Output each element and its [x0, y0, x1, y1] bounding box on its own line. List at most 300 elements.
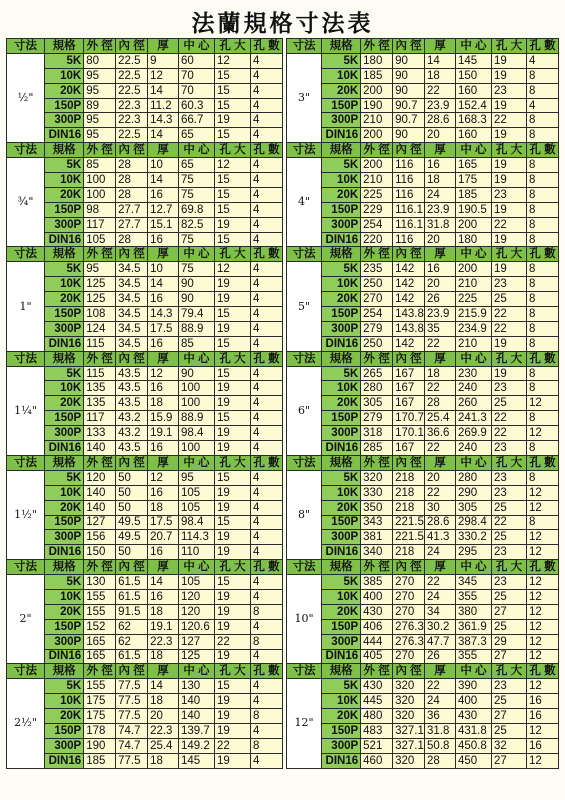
inner-diameter-cell: 22.3: [116, 98, 148, 113]
inner-diameter-cell: 43.2: [116, 426, 148, 441]
pipe-size-cell: 6": [287, 366, 322, 455]
center-header: 中 心: [455, 664, 491, 679]
hole-size-cell: 19: [214, 500, 250, 515]
inner-diameter-cell: 218: [393, 485, 425, 500]
spec-cell: 10K: [322, 485, 361, 500]
spec-header: 規格: [322, 664, 361, 679]
outer-diameter-cell: 185: [84, 753, 116, 768]
table-row: [7, 217, 283, 232]
spec-cell: 20K: [322, 709, 361, 724]
table-row: [7, 173, 283, 188]
inner-diameter-cell: 62: [116, 619, 148, 634]
spec-cell: 300P: [322, 738, 361, 753]
hole-size-cell: 19: [214, 292, 250, 307]
hole-count-cell: 16: [527, 709, 559, 724]
center-cell: 88.9: [178, 321, 214, 336]
inner-diameter-header: 內 徑: [393, 455, 425, 470]
thickness-cell: 22: [425, 381, 456, 396]
spec-header: 規格: [322, 143, 361, 158]
inner-diameter-header: 內 徑: [393, 560, 425, 575]
hole-count-cell: 4: [251, 411, 283, 426]
hole-size-cell: 23: [491, 485, 526, 500]
inner-diameter-cell: 90: [393, 83, 425, 98]
table-row: [7, 575, 283, 590]
outer-diameter-header: 外 徑: [84, 560, 116, 575]
thickness-cell: 18: [425, 68, 456, 83]
outer-diameter-header: 外 徑: [361, 455, 393, 470]
center-cell: 431.8: [455, 723, 491, 738]
outer-diameter-cell: 98: [84, 202, 116, 217]
table-row: [287, 723, 559, 738]
hole-count-cell: 8: [527, 321, 559, 336]
size-header: 寸法: [287, 247, 322, 262]
hole-size-cell: 15: [214, 83, 250, 98]
hole-count-cell: 4: [251, 619, 283, 634]
hole-size-header: 孔 大: [214, 560, 250, 575]
table-row: [287, 738, 559, 753]
inner-diameter-cell: 143.8: [393, 307, 425, 322]
hole-count-cell: 4: [527, 98, 559, 113]
spec-cell: 5K: [322, 470, 361, 485]
inner-diameter-cell: 22.5: [116, 128, 148, 143]
spec-cell: 20K: [322, 292, 361, 307]
thickness-cell: 18: [148, 694, 179, 709]
inner-diameter-cell: 142: [393, 262, 425, 277]
inner-diameter-cell: 167: [393, 366, 425, 381]
center-cell: 88.9: [178, 411, 214, 426]
inner-diameter-cell: 320: [393, 694, 425, 709]
spec-cell: 150P: [322, 619, 361, 634]
outer-diameter-cell: 250: [361, 336, 393, 351]
outer-diameter-cell: 100: [84, 173, 116, 188]
outer-diameter-cell: 117: [84, 217, 116, 232]
spec-cell: 150P: [45, 202, 84, 217]
center-header: 中 心: [178, 560, 214, 575]
hole-size-cell: 19: [214, 396, 250, 411]
inner-diameter-cell: 77.5: [116, 694, 148, 709]
inner-diameter-cell: 43.5: [116, 366, 148, 381]
center-cell: 361.9: [455, 619, 491, 634]
inner-diameter-cell: 43.5: [116, 441, 148, 456]
outer-diameter-cell: 150: [84, 545, 116, 560]
hole-count-cell: 8: [527, 113, 559, 128]
hole-count-cell: 4: [251, 426, 283, 441]
spec-header: 規格: [322, 455, 361, 470]
outer-diameter-cell: 155: [84, 589, 116, 604]
inner-diameter-cell: 50: [116, 545, 148, 560]
table-row: [7, 604, 283, 619]
hole-size-cell: 19: [214, 530, 250, 545]
thickness-cell: 18: [148, 753, 179, 768]
outer-diameter-cell: 175: [84, 709, 116, 724]
center-cell: 69.8: [178, 202, 214, 217]
hole-size-cell: 25: [491, 500, 526, 515]
spec-cell: 10K: [45, 485, 84, 500]
center-cell: 160: [455, 83, 491, 98]
inner-diameter-cell: 74.7: [116, 723, 148, 738]
inner-diameter-cell: 28: [116, 158, 148, 173]
center-header: 中 心: [178, 39, 214, 54]
hole-count-cell: 8: [527, 158, 559, 173]
center-cell: 152.4: [455, 98, 491, 113]
outer-diameter-cell: 521: [361, 738, 393, 753]
outer-diameter-cell: 95: [84, 68, 116, 83]
thickness-header: 厚: [425, 560, 456, 575]
hole-size-cell: 22: [491, 307, 526, 322]
inner-diameter-cell: 142: [393, 336, 425, 351]
hole-size-cell: 23: [491, 83, 526, 98]
spec-cell: DIN16: [322, 545, 361, 560]
hole-size-cell: 19: [214, 694, 250, 709]
hole-count-cell: 8: [251, 604, 283, 619]
table-row: [7, 292, 283, 307]
thickness-cell: 14: [148, 277, 179, 292]
center-cell: 100: [178, 441, 214, 456]
hole-size-cell: 19: [214, 589, 250, 604]
thickness-cell: 16: [148, 589, 179, 604]
hole-size-cell: 19: [491, 68, 526, 83]
center-cell: 70: [178, 83, 214, 98]
inner-diameter-cell: 221.5: [393, 515, 425, 530]
thickness-cell: 14: [148, 83, 179, 98]
thickness-header: 厚: [148, 560, 179, 575]
table-row: [7, 545, 283, 560]
hole-count-cell: 8: [527, 217, 559, 232]
center-cell: 390: [455, 679, 491, 694]
size-header: 寸法: [7, 247, 45, 262]
center-header: 中 心: [455, 39, 491, 54]
center-header: 中 心: [455, 247, 491, 262]
hole-count-cell: 8: [527, 515, 559, 530]
spec-cell: 150P: [322, 515, 361, 530]
table-row: [287, 411, 559, 426]
thickness-cell: 14: [148, 128, 179, 143]
spec-cell: 300P: [45, 321, 84, 336]
outer-diameter-cell: 140: [84, 485, 116, 500]
spec-cell: 10K: [322, 68, 361, 83]
center-cell: 70: [178, 68, 214, 83]
inner-diameter-cell: 167: [393, 381, 425, 396]
spec-cell: DIN16: [322, 336, 361, 351]
inner-diameter-cell: 34.5: [116, 277, 148, 292]
spec-cell: 20K: [45, 500, 84, 515]
outer-diameter-cell: 130: [84, 575, 116, 590]
hole-count-cell: 4: [251, 307, 283, 322]
hole-count-cell: 4: [251, 321, 283, 336]
thickness-header: 厚: [148, 351, 179, 366]
outer-diameter-cell: 235: [361, 262, 393, 277]
hole-count-cell: 8: [527, 262, 559, 277]
hole-count-cell: 4: [251, 515, 283, 530]
outer-diameter-cell: 285: [361, 441, 393, 456]
hole-count-cell: 4: [251, 53, 283, 68]
table-row: [287, 98, 559, 113]
outer-diameter-header: 外 徑: [361, 560, 393, 575]
outer-diameter-header: 外 徑: [361, 664, 393, 679]
inner-diameter-header: 內 徑: [116, 39, 148, 54]
hole-count-cell: 4: [251, 83, 283, 98]
outer-diameter-cell: 190: [361, 98, 393, 113]
size-header: 寸法: [7, 664, 45, 679]
inner-diameter-cell: 43.2: [116, 411, 148, 426]
hole-count-cell: 4: [251, 441, 283, 456]
hole-count-header: 孔 數: [251, 143, 283, 158]
size-header: 寸法: [7, 39, 45, 54]
spec-cell: 300P: [322, 113, 361, 128]
spec-cell: 20K: [322, 396, 361, 411]
spec-cell: 10K: [45, 381, 84, 396]
table-row: [7, 485, 283, 500]
center-cell: 450.8: [455, 738, 491, 753]
table-row: [7, 426, 283, 441]
thickness-cell: 22.3: [148, 723, 179, 738]
center-header: 中 心: [455, 351, 491, 366]
spec-cell: 20K: [45, 709, 84, 724]
hole-size-cell: 15: [214, 232, 250, 247]
spec-cell: 10K: [45, 173, 84, 188]
table-row: [287, 753, 559, 768]
spec-cell: 5K: [45, 470, 84, 485]
thickness-cell: 23.9: [425, 307, 456, 322]
center-cell: 240: [455, 441, 491, 456]
inner-diameter-cell: 22.5: [116, 83, 148, 98]
outer-diameter-cell: 330: [361, 485, 393, 500]
table-row: [287, 500, 559, 515]
hole-size-header: 孔 大: [214, 351, 250, 366]
outer-diameter-cell: 444: [361, 634, 393, 649]
thickness-cell: 16: [148, 336, 179, 351]
hole-size-cell: 22: [491, 515, 526, 530]
hole-size-cell: 15: [214, 411, 250, 426]
inner-diameter-cell: 34.5: [116, 336, 148, 351]
table-row: [287, 470, 559, 485]
hole-count-cell: 8: [527, 232, 559, 247]
spec-cell: 20K: [322, 187, 361, 202]
thickness-cell: 35: [425, 321, 456, 336]
thickness-cell: 10: [148, 262, 179, 277]
outer-diameter-cell: 190: [84, 738, 116, 753]
spec-header: 規格: [45, 560, 84, 575]
outer-diameter-cell: 80: [84, 53, 116, 68]
size-header: 寸法: [287, 560, 322, 575]
inner-diameter-cell: 34.5: [116, 307, 148, 322]
inner-diameter-cell: 116.1: [393, 202, 425, 217]
center-header: 中 心: [178, 143, 214, 158]
header-row: [7, 143, 283, 158]
outer-diameter-header: 外 徑: [84, 143, 116, 158]
spec-cell: DIN16: [45, 545, 84, 560]
header-row: [7, 351, 283, 366]
table-row: [7, 470, 283, 485]
table-row: [7, 649, 283, 664]
inner-diameter-cell: 167: [393, 396, 425, 411]
thickness-header: 厚: [425, 664, 456, 679]
hole-size-header: 孔 大: [214, 455, 250, 470]
outer-diameter-cell: 95: [84, 113, 116, 128]
hole-size-cell: 19: [491, 158, 526, 173]
table-row: [287, 694, 559, 709]
header-row: [287, 455, 559, 470]
table-row: [287, 515, 559, 530]
hole-size-cell: 22: [491, 217, 526, 232]
hole-count-cell: 4: [251, 68, 283, 83]
hole-size-cell: 25: [491, 589, 526, 604]
hole-size-cell: 19: [214, 217, 250, 232]
outer-diameter-cell: 185: [361, 68, 393, 83]
thickness-cell: 22: [425, 336, 456, 351]
size-header: 寸法: [287, 455, 322, 470]
hole-count-cell: 8: [527, 381, 559, 396]
table-row: [7, 619, 283, 634]
outer-diameter-header: 外 徑: [84, 247, 116, 262]
thickness-cell: 12: [148, 68, 179, 83]
spec-cell: DIN16: [45, 232, 84, 247]
size-header: 寸法: [7, 455, 45, 470]
spec-cell: 300P: [322, 321, 361, 336]
hole-size-cell: 19: [214, 723, 250, 738]
hole-size-header: 孔 大: [491, 560, 526, 575]
hole-size-cell: 15: [214, 366, 250, 381]
center-cell: 82.5: [178, 217, 214, 232]
inner-diameter-cell: 61.5: [116, 575, 148, 590]
table-row: [287, 53, 559, 68]
spec-cell: DIN16: [45, 336, 84, 351]
hole-size-cell: 23: [491, 441, 526, 456]
hole-count-cell: 4: [251, 232, 283, 247]
thickness-cell: 16: [425, 158, 456, 173]
hole-size-cell: 15: [214, 336, 250, 351]
outer-diameter-cell: 483: [361, 723, 393, 738]
center-cell: 290: [455, 485, 491, 500]
inner-diameter-cell: 34.5: [116, 321, 148, 336]
outer-diameter-cell: 250: [361, 277, 393, 292]
hole-size-cell: 19: [214, 381, 250, 396]
center-cell: 185: [455, 187, 491, 202]
center-cell: 85: [178, 336, 214, 351]
table-row: [7, 396, 283, 411]
hole-size-cell: 19: [491, 232, 526, 247]
pipe-size-cell: ¾": [7, 158, 45, 247]
table-row: [7, 187, 283, 202]
flange-table-left: [6, 38, 283, 769]
table-row: [7, 83, 283, 98]
inner-diameter-cell: 167: [393, 441, 425, 456]
hole-count-cell: 4: [251, 723, 283, 738]
center-cell: 175: [455, 173, 491, 188]
center-cell: 90: [178, 277, 214, 292]
table-row: [7, 232, 283, 247]
hole-count-cell: 16: [527, 738, 559, 753]
hole-size-cell: 32: [491, 738, 526, 753]
inner-diameter-cell: 218: [393, 470, 425, 485]
inner-diameter-cell: 170.1: [393, 426, 425, 441]
center-cell: 120.6: [178, 619, 214, 634]
outer-diameter-header: 外 徑: [84, 455, 116, 470]
outer-diameter-cell: 279: [361, 321, 393, 336]
inner-diameter-cell: 116: [393, 173, 425, 188]
hole-size-cell: 15: [214, 515, 250, 530]
thickness-header: 厚: [148, 143, 179, 158]
center-cell: 450: [455, 753, 491, 768]
thickness-cell: 36.6: [425, 426, 456, 441]
thickness-cell: 20: [425, 128, 456, 143]
inner-diameter-cell: 320: [393, 753, 425, 768]
center-cell: 75: [178, 187, 214, 202]
inner-diameter-cell: 327.1: [393, 738, 425, 753]
table-row: [287, 709, 559, 724]
thickness-cell: 16: [148, 292, 179, 307]
table-row: [7, 277, 283, 292]
inner-diameter-header: 內 徑: [393, 39, 425, 54]
hole-size-cell: 19: [491, 262, 526, 277]
header-row: [287, 560, 559, 575]
thickness-cell: 10: [148, 158, 179, 173]
hole-size-cell: 22: [214, 634, 250, 649]
hole-count-header: 孔 數: [251, 351, 283, 366]
outer-diameter-cell: 350: [361, 500, 393, 515]
center-cell: 90: [178, 292, 214, 307]
hole-size-cell: 22: [491, 321, 526, 336]
thickness-cell: 20: [425, 277, 456, 292]
center-cell: 160: [455, 128, 491, 143]
thickness-cell: 18: [148, 396, 179, 411]
table-row: [7, 723, 283, 738]
table-row: [287, 396, 559, 411]
spec-cell: DIN16: [322, 753, 361, 768]
pipe-size-cell: 10": [287, 575, 322, 664]
thickness-cell: 14: [148, 173, 179, 188]
inner-diameter-cell: 28: [116, 232, 148, 247]
thickness-cell: 16: [148, 545, 179, 560]
table-row: [287, 619, 559, 634]
center-cell: 110: [178, 545, 214, 560]
hole-size-cell: 15: [214, 679, 250, 694]
hole-count-cell: 12: [527, 649, 559, 664]
outer-diameter-header: 外 徑: [361, 351, 393, 366]
header-row: [287, 664, 559, 679]
hole-count-cell: 12: [527, 575, 559, 590]
center-cell: 280: [455, 470, 491, 485]
inner-diameter-cell: 74.7: [116, 738, 148, 753]
outer-diameter-cell: 200: [361, 158, 393, 173]
thickness-cell: 22: [425, 83, 456, 98]
thickness-cell: 23.9: [425, 98, 456, 113]
hole-count-cell: 8: [527, 307, 559, 322]
outer-diameter-header: 外 徑: [84, 664, 116, 679]
inner-diameter-cell: 77.5: [116, 709, 148, 724]
inner-diameter-cell: 320: [393, 679, 425, 694]
hole-size-cell: 22: [491, 426, 526, 441]
center-cell: 210: [455, 277, 491, 292]
outer-diameter-cell: 135: [84, 396, 116, 411]
hole-size-cell: 25: [491, 396, 526, 411]
center-header: 中 心: [455, 560, 491, 575]
thickness-cell: 16: [148, 441, 179, 456]
center-cell: 225: [455, 292, 491, 307]
hole-size-cell: 15: [214, 98, 250, 113]
center-cell: 190.5: [455, 202, 491, 217]
table-row: [287, 381, 559, 396]
hole-count-cell: 4: [527, 53, 559, 68]
inner-diameter-cell: 276.3: [393, 619, 425, 634]
table-row: [7, 500, 283, 515]
hole-size-cell: 19: [214, 441, 250, 456]
hole-count-header: 孔 數: [527, 351, 559, 366]
spec-cell: 5K: [45, 679, 84, 694]
thickness-cell: 12: [148, 366, 179, 381]
thickness-cell: 28.6: [425, 113, 456, 128]
hole-size-cell: 23: [491, 381, 526, 396]
